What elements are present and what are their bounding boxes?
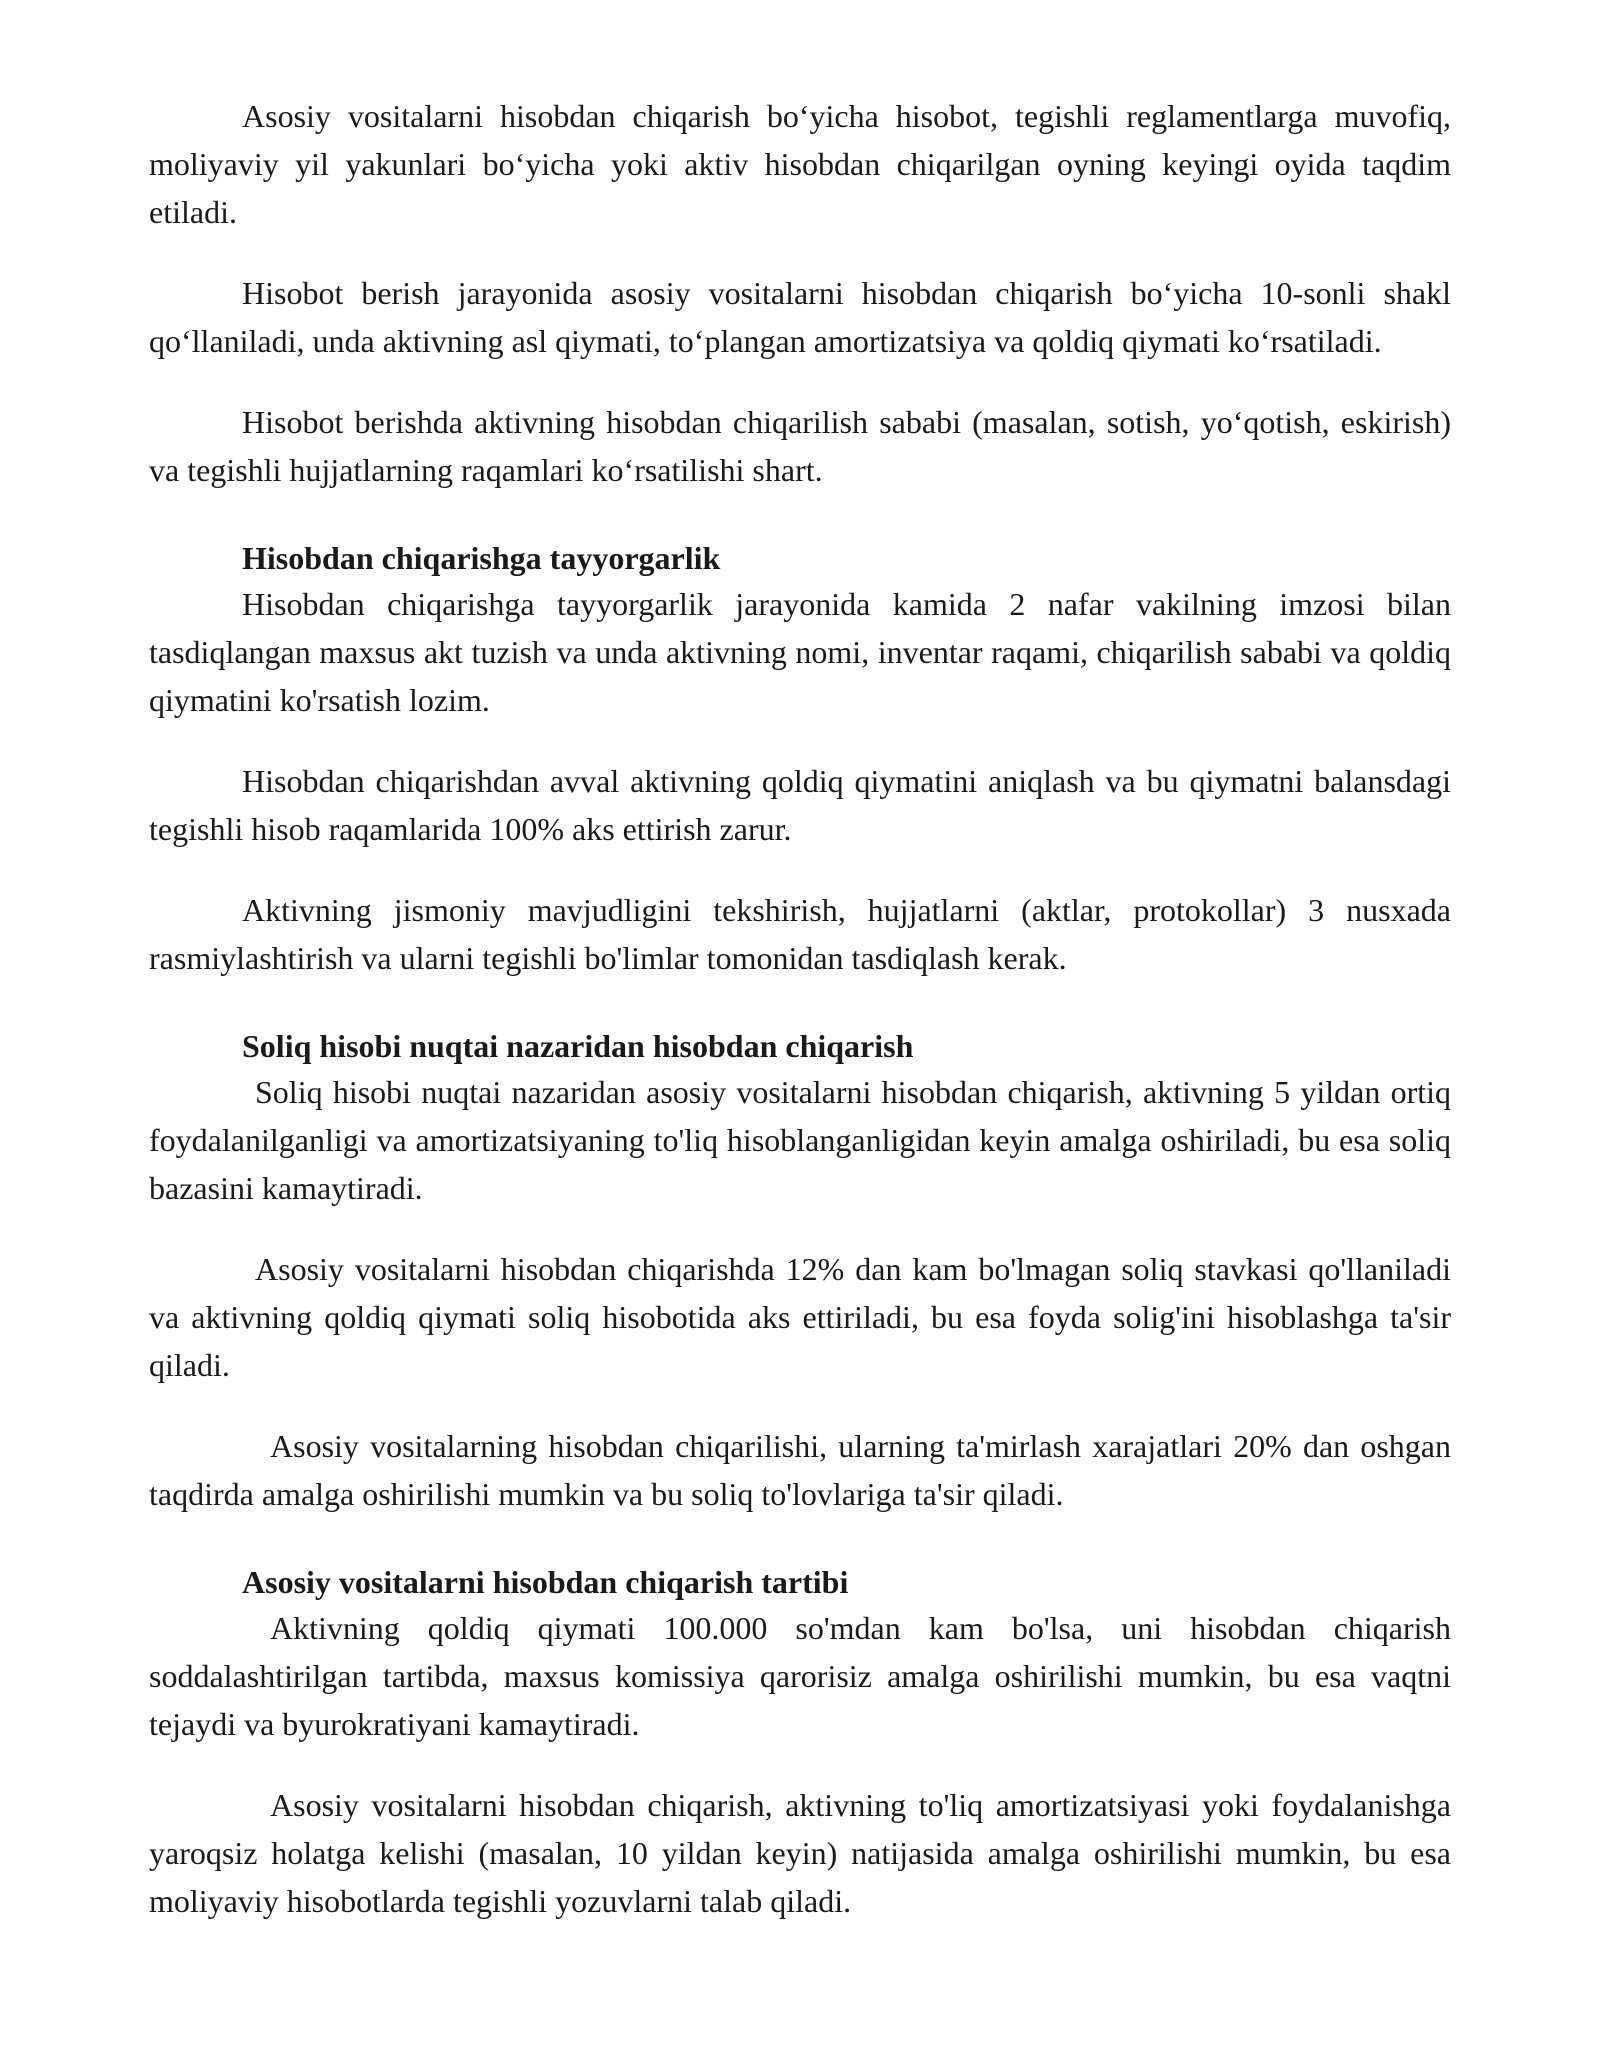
section-heading-procedure: Asosiy vositalarni hisobdan chiqarish tartibi bbox=[242, 1564, 849, 1600]
paragraph-simplified-procedure: Aktivning qoldiq qiymati 100.000 so'mdan kam bo'lsa, uni hisobdan chiqarish soddalashtirilgan tartibda, maxsus komissiya qarorisiz amalga oshirilishi mumkin, bu esa vaqtni tejaydi va byurokratiyani kamaytiradi. bbox=[149, 1610, 1451, 1742]
paragraph-tax-five-years: Soliq hisobi nuqtai nazaridan asosiy vositalarni hisobdan chiqarish, aktivning 5 yildan ortiq foydalanilganligi va amortizatsiyaning to'liq hisoblanganligidan keyin amalga oshiriladi, bu esa soliq bazasini kamaytiradi. bbox=[149, 1074, 1451, 1206]
section-heading-tax: Soliq hisobi nuqtai nazaridan hisobdan chiqarish bbox=[242, 1028, 914, 1064]
section-heading-preparation: Hisobdan chiqarishga tayyorgarlik bbox=[242, 540, 721, 576]
paragraph-writeoff-reason: Hisobot berishda aktivning hisobdan chiqarilish sababi (masalan, sotish, yo‘qotish, eskirish) va tegishli hujjatlarning raqamlari ko‘rsatilishi shart. bbox=[149, 404, 1451, 488]
paragraph-full-amortization: Asosiy vositalarni hisobdan chiqarish, aktivning to'liq amortizatsiyasi yoki foydalanishga yaroqsiz holatga kelishi (masalan, 10 yildan keyin) natijasida amalga oshirilishi mumkin, bu esa moliyaviy hisobotlarda tegishli yozuvlarni talab qiladi. bbox=[149, 1787, 1451, 1919]
paragraph-physical-check: Aktivning jismoniy mavjudligini tekshirish, hujjatlarni (aktlar, protokollar) 3 nusxada rasmiylashtirish va ularni tegishli bo'limlar tomonidan tasdiqlash kerak. bbox=[149, 892, 1451, 976]
paragraph-form-10: Hisobot berish jarayonida asosiy vositalarni hisobdan chiqarish bo‘yicha 10-sonli shakl qo‘llaniladi, unda aktivning asl qiymati, to‘plangan amortizatsiya va qoldiq qiymati ko‘rsatiladi. bbox=[149, 275, 1451, 359]
paragraph-report-timing: Asosiy vositalarni hisobdan chiqarish bo‘yicha hisobot, tegishli reglamentlarga muvofiq, moliyaviy yil yakunlari bo‘yicha yoki aktiv hisobdan chiqarilgan oyning keyingi oyida taqdim etiladi. bbox=[149, 98, 1451, 230]
paragraph-special-act: Hisobdan chiqarishga tayyorgarlik jarayonida kamida 2 nafar vakilning imzosi bilan tasdiqlangan maxsus akt tuzish va unda aktivning nomi, inventar raqami, chiqarilish sababi va qoldiq qiymatini ko'rsatish lozim. bbox=[149, 586, 1451, 718]
paragraph-repair-costs: Asosiy vositalarning hisobdan chiqarilishi, ularning ta'mirlash xarajatlari 20% dan oshgan taqdirda amalga oshirilishi mumkin va bu soliq to'lovlariga ta'sir qiladi. bbox=[149, 1428, 1451, 1512]
paragraph-tax-rate: Asosiy vositalarni hisobdan chiqarishda 12% dan kam bo'lmagan soliq stavkasi qo'llaniladi va aktivning qoldiq qiymati soliq hisobotida aks ettiriladi, bu esa foyda solig'ini hisoblashga ta'sir qiladi. bbox=[149, 1251, 1451, 1383]
document-page bbox=[149, 92, 1451, 1925]
paragraph-residual-value: Hisobdan chiqarishdan avval aktivning qoldiq qiymatini aniqlash va bu qiymatni balansdagi tegishli hisob raqamlarida 100% aks ettirish zarur. bbox=[149, 763, 1451, 847]
